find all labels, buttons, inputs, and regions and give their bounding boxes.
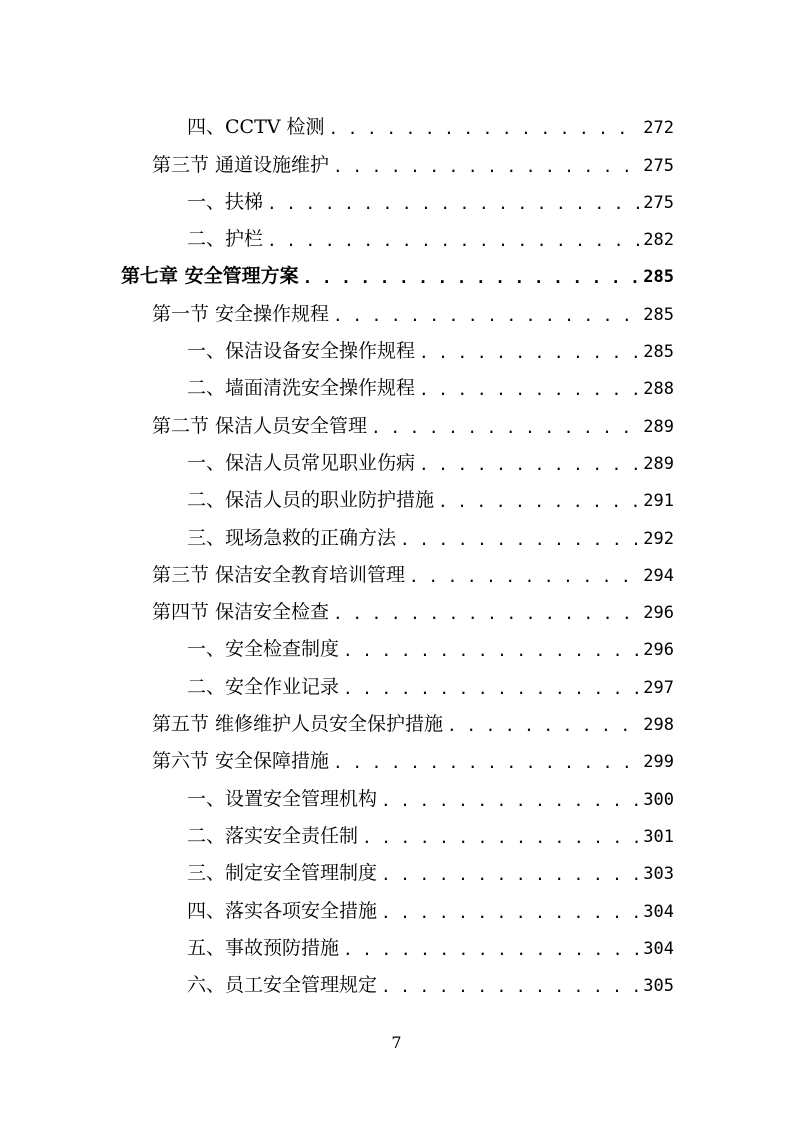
toc-entry-title: 三、制定安全管理制度: [187, 862, 378, 885]
toc-entry-page: 272: [643, 118, 674, 139]
toc-entry-title: 一、保洁设备安全操作规程: [187, 340, 416, 363]
toc-entry[interactable]: [0, 175, 674, 212]
toc-entry-title: 二、护栏: [187, 228, 264, 251]
toc-entry[interactable]: [0, 734, 674, 771]
toc-entry-title: 一、安全检查制度: [187, 638, 340, 661]
toc-entry-page: 285: [643, 267, 674, 288]
toc-entry[interactable]: [0, 137, 674, 174]
toc-leader-dots: [419, 345, 639, 361]
toc-leader-dots: [303, 270, 640, 286]
toc-leader-dots: [381, 979, 639, 995]
toc-entry[interactable]: [0, 883, 674, 920]
toc-leader-dots: [409, 569, 639, 585]
toc-leader-dots: [343, 681, 639, 697]
toc-entry-title: 四、CCTV 检测: [187, 116, 325, 139]
toc-entry[interactable]: [0, 436, 674, 473]
toc-entry-title: 二、墙面清洗安全操作规程: [187, 377, 416, 400]
toc-leader-dots: [329, 121, 640, 137]
toc-entry-title: 第一节 安全操作规程: [152, 302, 330, 325]
toc-entry-title: 一、保洁人员常见职业伤病: [187, 451, 416, 474]
toc-entry-page: 296: [643, 603, 674, 624]
toc-leader-dots: [362, 830, 639, 846]
toc-entry-title: 二、保洁人员的职业防护措施: [187, 489, 435, 512]
toc-entry-title: 第三节 通道设施维护: [152, 153, 330, 176]
toc-leader-dots: [333, 755, 639, 771]
toc-entry[interactable]: [0, 286, 674, 323]
toc-entry[interactable]: [0, 585, 674, 622]
toc-entry-title: 第六节 安全保障措施: [152, 750, 330, 773]
toc-entry-page: 304: [643, 901, 674, 922]
toc-entry-title: 二、安全作业记录: [187, 675, 340, 698]
toc-leader-dots: [381, 867, 639, 883]
toc-entry[interactable]: [0, 324, 674, 361]
toc-entry-title: 第三节 保洁安全教育培训管理: [152, 563, 406, 586]
toc-entry[interactable]: [0, 212, 674, 249]
toc-entry[interactable]: [0, 249, 674, 286]
toc-leader-dots: [381, 793, 639, 809]
toc-entry-page: 304: [643, 938, 674, 959]
toc-entry-page: 275: [643, 155, 674, 176]
toc-entry[interactable]: [0, 846, 674, 883]
toc-entry-title: 六、员工安全管理规定: [187, 974, 378, 997]
toc-entry[interactable]: [0, 921, 674, 958]
toc-entry[interactable]: [0, 398, 674, 435]
page-number: 7: [391, 1033, 402, 1052]
toc-leader-dots: [447, 718, 639, 734]
toc-entry[interactable]: [0, 809, 674, 846]
toc-entry-title: 第七章 安全管理方案: [121, 265, 299, 288]
toc-entry-page: 301: [643, 826, 674, 847]
toc-entry-page: 294: [643, 565, 674, 586]
toc-entry-page: 297: [643, 677, 674, 698]
toc-entry-page: 289: [643, 453, 674, 474]
toc-entry[interactable]: [0, 100, 674, 137]
toc-entry-title: 第五节 维修维护人员安全保护措施: [152, 713, 444, 736]
toc-leader-dots: [419, 382, 639, 398]
toc-entry-page: 289: [643, 416, 674, 437]
toc-entry-title: 第二节 保洁人员安全管理: [152, 414, 368, 437]
toc-entry-title: 三、现场急救的正确方法: [187, 526, 397, 549]
toc-leader-dots: [333, 159, 639, 175]
table-of-contents: [0, 100, 793, 995]
toc-entry-page: 296: [643, 640, 674, 661]
toc-entry-page: 292: [643, 528, 674, 549]
toc-leader-dots: [333, 308, 639, 324]
toc-entry-title: 一、设置安全管理机构: [187, 787, 378, 810]
toc-entry-title: 一、扶梯: [187, 190, 264, 213]
toc-leader-dots: [267, 233, 639, 249]
toc-entry[interactable]: [0, 697, 674, 734]
toc-entry-page: 300: [643, 789, 674, 810]
toc-entry-page: 303: [643, 864, 674, 885]
toc-leader-dots: [381, 905, 639, 921]
toc-entry[interactable]: [0, 659, 674, 696]
toc-entry-page: 291: [643, 491, 674, 512]
toc-entry[interactable]: [0, 622, 674, 659]
toc-entry-title: 五、事故预防措施: [187, 936, 340, 959]
toc-entry-title: 二、落实安全责任制: [187, 824, 359, 847]
toc-entry-page: 285: [643, 304, 674, 325]
toc-entry-page: 288: [643, 379, 674, 400]
toc-entry[interactable]: [0, 361, 674, 398]
toc-leader-dots: [267, 196, 639, 212]
toc-leader-dots: [400, 532, 639, 548]
toc-entry-page: 285: [643, 342, 674, 363]
toc-leader-dots: [419, 457, 639, 473]
toc-entry-title: 第四节 保洁安全检查: [152, 601, 330, 624]
toc-entry-page: 298: [643, 715, 674, 736]
toc-leader-dots: [371, 420, 639, 436]
toc-entry-page: 299: [643, 752, 674, 773]
toc-leader-dots: [343, 942, 639, 958]
toc-entry[interactable]: [0, 958, 674, 995]
toc-leader-dots: [438, 494, 639, 510]
toc-entry[interactable]: [0, 473, 674, 510]
toc-entry[interactable]: [0, 771, 674, 808]
toc-leader-dots: [333, 606, 639, 622]
toc-entry[interactable]: [0, 510, 674, 547]
toc-entry-page: 282: [643, 230, 674, 251]
toc-entry-page: 275: [643, 192, 674, 213]
toc-leader-dots: [343, 643, 639, 659]
toc-entry-page: 305: [643, 976, 674, 997]
toc-entry-title: 四、落实各项安全措施: [187, 899, 378, 922]
toc-entry[interactable]: [0, 548, 674, 585]
